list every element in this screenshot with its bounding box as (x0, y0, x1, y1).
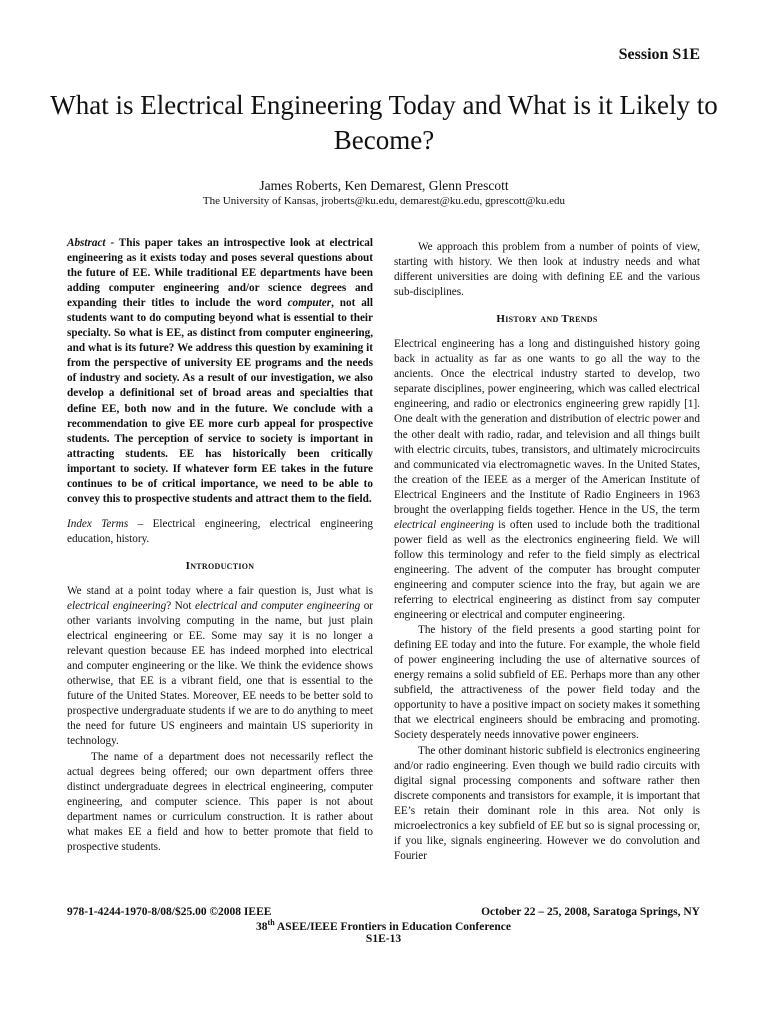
index-terms-lead: Index Terms (67, 517, 129, 530)
intro-p1-b: ? Not (166, 600, 195, 613)
abstract-text-2: , not all students want to do computing beyond what is essential to their specialty. So what is EE, as distinct from computer engineering, and what is its future? We address this question by examining it from the perspective of university EE programs and the needs of industry and society. As a result of our investigation, we also develop a definitional set of broad areas and specialties that define EE, both now and in the future. We conclude with a recommendation to give EE more curb appeal for prospective students. The perception of service to society is important in attracting students. EE has historically been critically important to society. If whatever form EE takes in the future continues to be of critical importance, we need to be able to convey this to prospective students and attract them to the field. (67, 297, 373, 505)
footer-conf-sup: th (267, 918, 275, 927)
introduction-paragraph-2: The name of a department does not necessarily reflect the actual degrees being offered; our own department offers three distinct undergraduate degrees in electrical engineering, computer engineering, and computer science. This paper is not about department names or curriculum construction. It is rather about what makes EE a field and how to better promote that field to prospective students. (67, 750, 373, 853)
paper-authors: James Roberts, Ken Demarest, Glenn Prescott (259, 178, 509, 193)
footer-conference (67, 918, 700, 933)
session-label: Session S1E (618, 46, 700, 63)
history-paragraph-1 (394, 337, 700, 623)
history-p1-b: is often used to include both the traditional power field as well as the electronics engineering field. We will follow this terminology and refer to the field simply as electrical engineering. The advent of the computer has brought computer engineering and computer science into the fray, but again we are referring to electrical engineering as distinct from say computer engineering or electrical and computer engineering. (394, 518, 700, 622)
history-p1-em: electrical engineering (394, 518, 494, 531)
footer-conf-name: ASEE/IEEE Frontiers in Education Conference (274, 920, 511, 933)
intro-p1-c: or other variants involving computing in the name, but just plain electrical engineering or EE. Some may say it is no longer a relevant question because EE has indeed morphed into electrical and computer engineering or the like. We think the evidence shows otherwise, that EE is a vibrant field, one that is essential to the future of the United States. Moreover, EE needs to be better sold to prospective undergraduate students if we are to do anything to meet the need for future US engineers and maintain US superiority in technology. (67, 600, 374, 748)
page-footer (67, 906, 700, 945)
index-terms-text: – Electrical engineering, electrical engineering education, history. (67, 517, 373, 545)
abstract-paragraph (67, 236, 373, 507)
abstract-computer-word: computer (287, 297, 332, 310)
abstract-text-1: - This paper takes an introspective look at electrical engineering as it exists today and poses several questions about the future of EE. While traditional EE departments have been adding computer engineering and/or science degrees and expanding their titles to include the word (67, 237, 373, 310)
footer-conf-num: 38 (256, 920, 268, 933)
abstract-lead: Abstract (67, 237, 106, 249)
footer-page-number: S1E-13 (365, 932, 402, 945)
approach-paragraph: We approach this problem from a number of points of view, starting with history. We then look at industry needs and what different universities are doing with defining EE and the various sub-disciplines. (394, 241, 700, 299)
history-p1-a: Electrical engineering has a long and distinguished history going back in actuality as far as one wants to go all the way to the ancients. Once the electrical industry started to develop, two separate disciplines, power engineering, which was called electrical engineering, and radio or electronics engineering grew rapidly [1]. One dealt with the generation and distribution of electric power and the other dealt with radio, radar, and television and all things built with electric circuits, tubes, transistors, and ultimately microcircuits and communicated via electromagnetic waves. In the United States, the creation of the IEEE as a merger of the American Institute of Electrical Engineers and the Institute of Radio Engineers in 1963 brought the overlapping fields together. Hence in the US, the term (394, 338, 700, 516)
introduction-paragraph-1 (67, 584, 373, 750)
index-terms (67, 517, 373, 547)
right-column (394, 240, 700, 864)
footer-isbn: 978-1-4244-1970-8/08/$25.00 ©2008 IEEE (67, 906, 272, 918)
paper-title: What is Electrical Engineering Today and What is it Likely to Become? (50, 90, 718, 155)
left-column (67, 236, 373, 855)
footer-date-place: October 22 – 25, 2008, Saratoga Springs, NY (481, 906, 700, 918)
intro-p1-em2: electrical and computer engineering (194, 600, 361, 613)
paper-affiliation: The University of Kansas, jroberts@ku.edu, demarest@ku.edu, gprescott@ku.edu (202, 195, 566, 207)
intro-p1-a: We stand at a point today where a fair question is, Just what is (67, 584, 373, 597)
history-heading: History and Trends (496, 313, 598, 326)
intro-p1-em1: electrical engineering (67, 600, 167, 613)
introduction-heading: Introduction (185, 559, 255, 572)
history-paragraph-3: The other dominant historic subfield is electronics engineering and/or radio engineering. Even though we build radio circuits with digital signal processing components and software rather then discrete components and transistors for example, it is important that EE’s retain their dominant role in this area. Not only is microelectronics a key subfield of EE but so is signal processing or, if you like, signals engineering. However we do convolution and Fourier (394, 744, 700, 862)
history-paragraph-2: The history of the field presents a good starting point for defining EE today and into the future. For example, the whole field of power engineering including the use of alternative sources of energy remains a solid subfield of EE. Perhaps more than any other subfield, the attractiveness of the power field today and the opportunity to have a positive impact on society makes it something that we electrical engineers should be embracing and promoting. Society desperately needs innovative power engineers. (394, 624, 700, 742)
